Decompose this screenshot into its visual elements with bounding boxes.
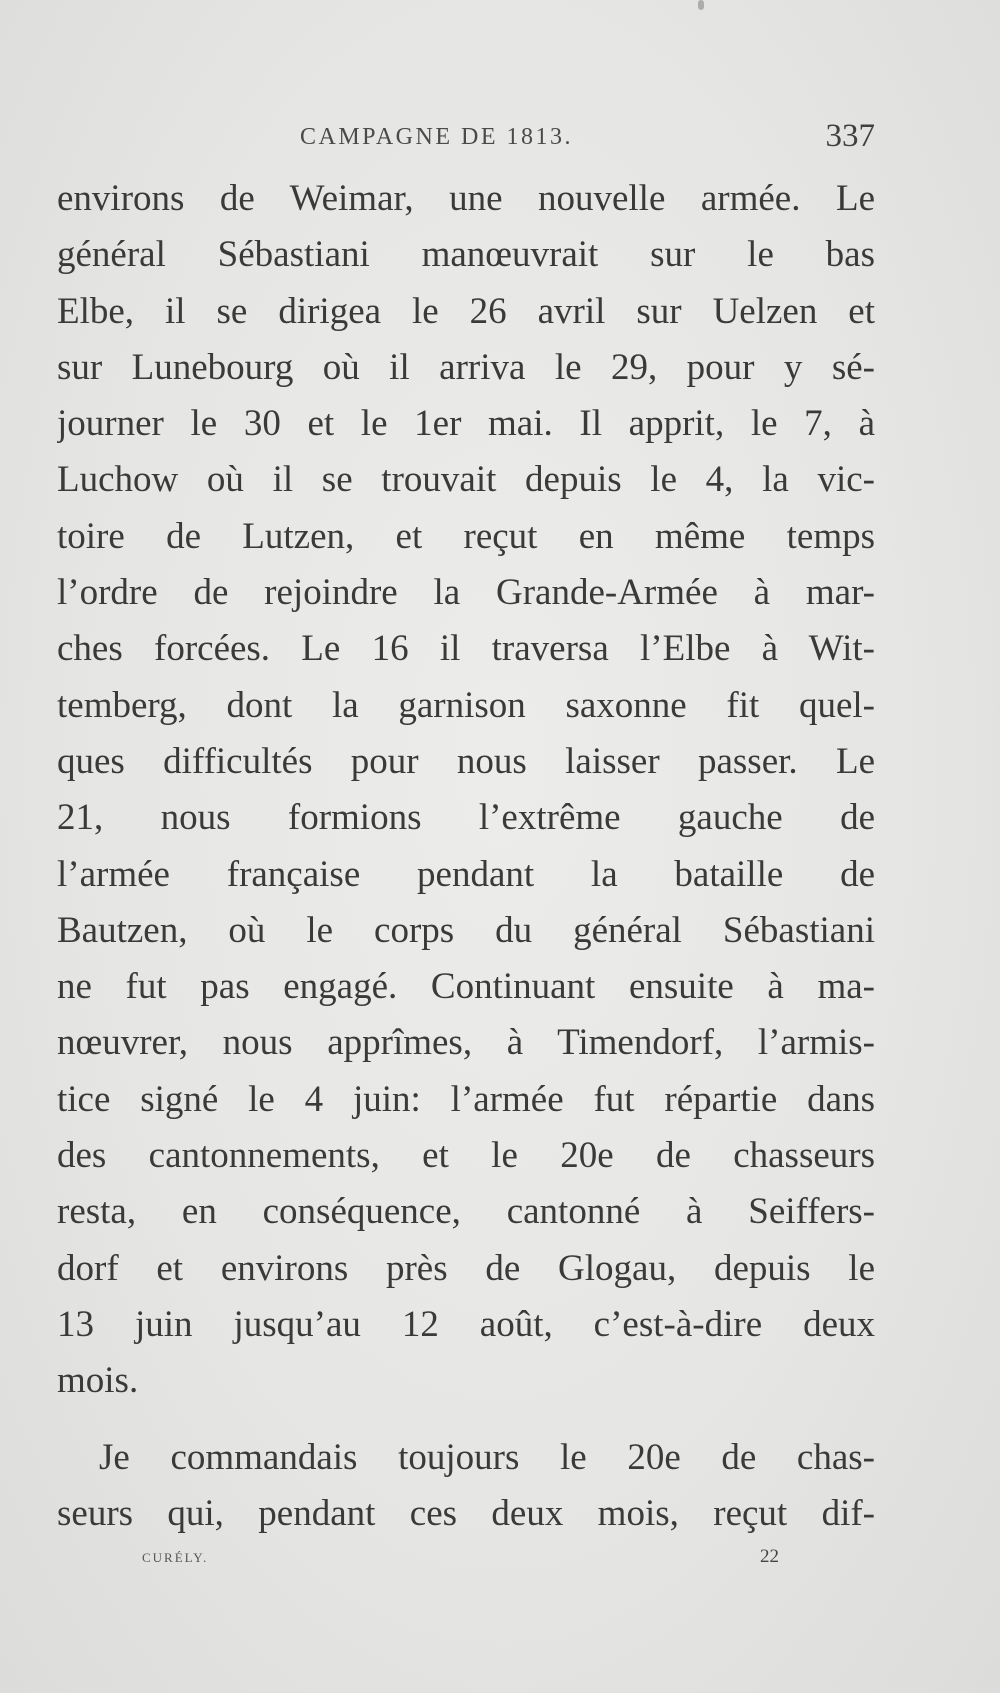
text-line: l’armée française pendant la bataille de <box>57 853 875 895</box>
text-line: Elbe, il se dirigea le 26 avril sur Uelzen et <box>57 290 875 332</box>
text-line: seurs qui, pendant ces deux mois, reçut dif- <box>57 1492 875 1534</box>
text-line: Bautzen, où le corps du général Sébastiani <box>57 909 875 951</box>
text-line: toire de Lutzen, et reçut en même temps <box>57 515 875 557</box>
page-footer <box>142 1542 792 1572</box>
text-line: resta, en conséquence, cantonné à Seiffers- <box>57 1191 875 1233</box>
signature-number: 22 <box>760 1546 779 1567</box>
text-line: dorf et environs près de Glogau, depuis le <box>57 1247 875 1289</box>
running-title: CAMPAGNE DE 1813. <box>300 124 573 150</box>
text-line: sur Lunebourg où il arriva le 29, pour y sé- <box>57 346 875 388</box>
signature-mark: CURÉLY. <box>142 1550 209 1565</box>
text-line: 13 juin jusqu’au 12 août, c’est-à-dire deux <box>57 1303 875 1345</box>
text-line: des cantonnements, et le 20e de chasseurs <box>57 1135 875 1177</box>
ink-speck <box>698 0 704 10</box>
text-line: ques difficultés pour nous laisser passer. Le <box>57 740 875 782</box>
body-text <box>57 171 875 1542</box>
text-line: ches forcées. Le 16 il traversa l’Elbe à Wit- <box>57 628 875 670</box>
text-line: nœuvrer, nous apprîmes, à Timendorf, l’armis- <box>57 1022 875 1064</box>
text-line: mois. <box>57 1360 139 1402</box>
text-line: 21, nous formions l’extrême gauche de <box>57 797 875 839</box>
text-line: ne fut pas engagé. Continuant ensuite à ma- <box>57 966 875 1008</box>
text-line: tice signé le 4 juin: l’armée fut répartie dans <box>57 1078 875 1120</box>
text-line: général Sébastiani manœuvrait sur le bas <box>57 234 875 276</box>
text-line: Je commandais toujours le 20e de chas- <box>99 1436 875 1478</box>
text-line: journer le 30 et le 1er mai. Il apprit, le 7, à <box>57 403 875 445</box>
text-line: environs de Weimar, une nouvelle armée. Le <box>57 178 875 219</box>
text-line: Luchow où il se trouvait depuis le 4, la vic- <box>57 459 875 501</box>
running-head <box>300 118 875 158</box>
text-line: temberg, dont la garnison saxonne fit quel- <box>57 684 875 726</box>
text-line: l’ordre de rejoindre la Grande-Armée à mar- <box>57 572 875 614</box>
page-number: 337 <box>825 118 875 154</box>
